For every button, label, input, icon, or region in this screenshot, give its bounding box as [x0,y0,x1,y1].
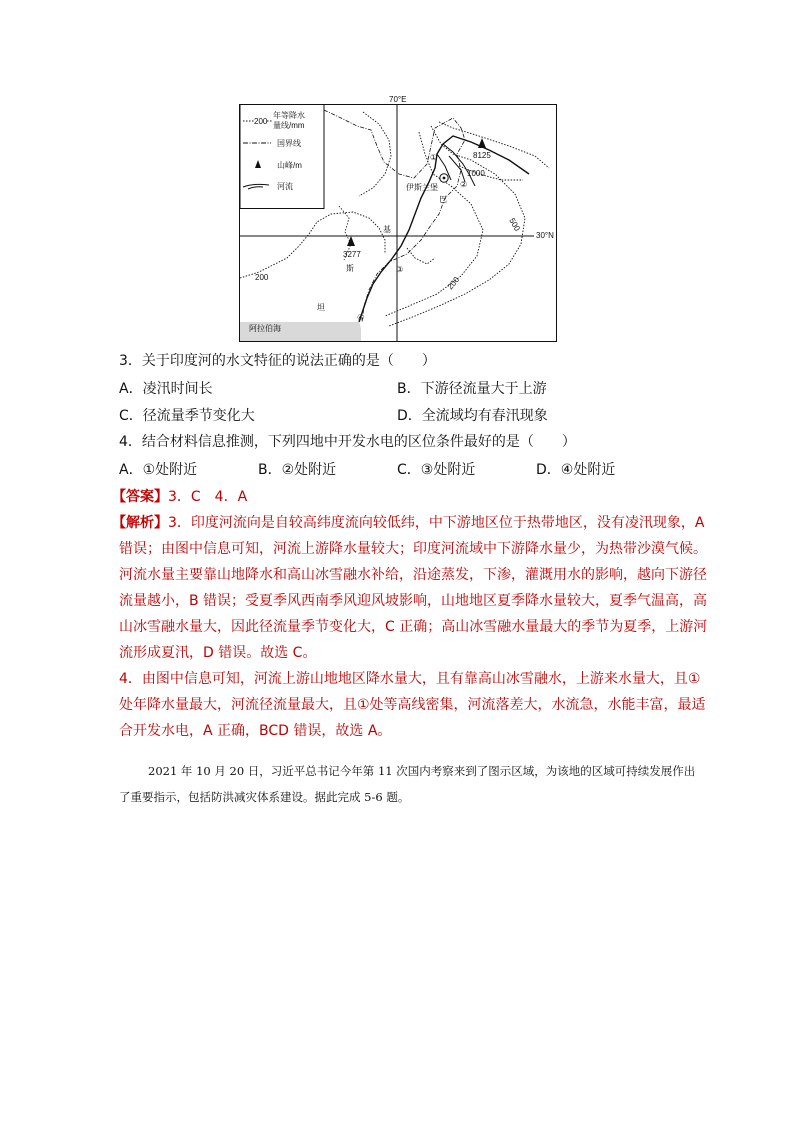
question-4-stem: 4．结合材料信息推测，下列四地中开发水电的区位条件最好的是（ ） [119,434,576,450]
site-3: ③ [396,265,404,274]
analysis-label: 【解析】 [112,515,168,531]
analysis-paragraph-1 [112,510,709,666]
country-char-2: 基 [383,225,391,234]
question-4-option-c: C．③处附近 [397,462,476,478]
answer-line [112,487,247,507]
contour-label-1000: 1000 [467,169,485,178]
contour-label-200-east: 200 [445,275,462,292]
site-4: ④ [357,313,365,322]
question-4-option-d: D．④处附近 [536,462,616,478]
peak-8125-label: 8125 [473,151,491,160]
indus-river-map [239,94,557,342]
analysis-paragraph-2: 4．由图中信息可知，河流上游山地地区降水量大，且有靠高山冰雪融水，上游来水量大，且①处年降水量最大，河流径流量最大，且①处等高线密集，河流落差大，水流急，水能丰富，最适合开发水电，A 正确，BCD 错误，故选 A。 [119,671,706,739]
legend-isohyet-value: 200 [254,117,268,126]
question-3-option-d: D．全流域均有春汛现象 [397,408,548,424]
country-char-1: 巴 [439,195,447,204]
legend-peak-label: 山峰/m [277,161,302,170]
peak-3277-label: 3277 [343,250,361,259]
question-3-option-a: A．凌汛时间长 [119,381,213,397]
lat-label: 30°N [536,231,554,240]
country-char-4: 坦 [317,303,325,312]
question-4-option-b: B．②处附近 [258,462,337,478]
legend-isohyet-label-2: 量线/mm [273,121,305,130]
city-label: 伊斯兰堡 [406,183,438,192]
site-2: ② [460,180,468,189]
lon-label: 70°E [389,95,407,104]
answer-text: 3．C 4．A [168,489,248,505]
legend-river-label: 河流 [277,182,293,191]
legend-border-label: 国界线 [277,139,301,148]
question-3-option-c: C．径流量季节变化大 [119,408,255,424]
question-3-stem: 3．关于印度河的水文特征的说法正确的是（ ） [119,353,436,369]
contour-label-200-west: 200 [255,273,269,282]
answer-label: 【答案】 [112,489,168,505]
next-section-intro: 2021 年 10 月 20 日，习近平总书记今年第 11 次国内考察来到了图示区域，为该地的区域可持续发展作出了重要指示，包括防洪减灾体系建设。据此完成 5-6 题。 [119,764,696,804]
sea-label: 阿拉伯海 [249,324,281,333]
capital-dot [443,177,446,180]
country-char-3: 斯 [346,264,354,273]
question-4-option-a: A．①处附近 [119,462,198,478]
analysis-text-1: 3．印度河流向是自较高纬度流向较低纬，中下游地区位于热带地区，没有凌汛现象，A 错误；由图中信息可知，河流上游降水量较大；印度河流域中下游降水量少，为热带沙漠气候。河流水量主要靠山地降水和高山冰雪融水补给，沿途蒸发，下渗，灌溉用水的影响，越向下游径流量越小，B 错误；受夏季风西南季风迎风坡影响，山地地区夏季降水量较大，夏季气温高，高山冰雪融水量大，因此径流量季节变化大，C 正确；高山冰雪融水量最大的季节为夏季，上游河流形成夏汛，D 错误。故选 C。 [119,515,708,661]
legend-isohyet-label-1: 年等降水 [273,111,305,120]
analysis-block [112,510,709,744]
map-svg [239,94,557,342]
contour-label-500: 500 [507,216,522,233]
question-3-option-b: B．下游径流量大于上游 [397,381,547,397]
site-1: ① [430,153,438,162]
